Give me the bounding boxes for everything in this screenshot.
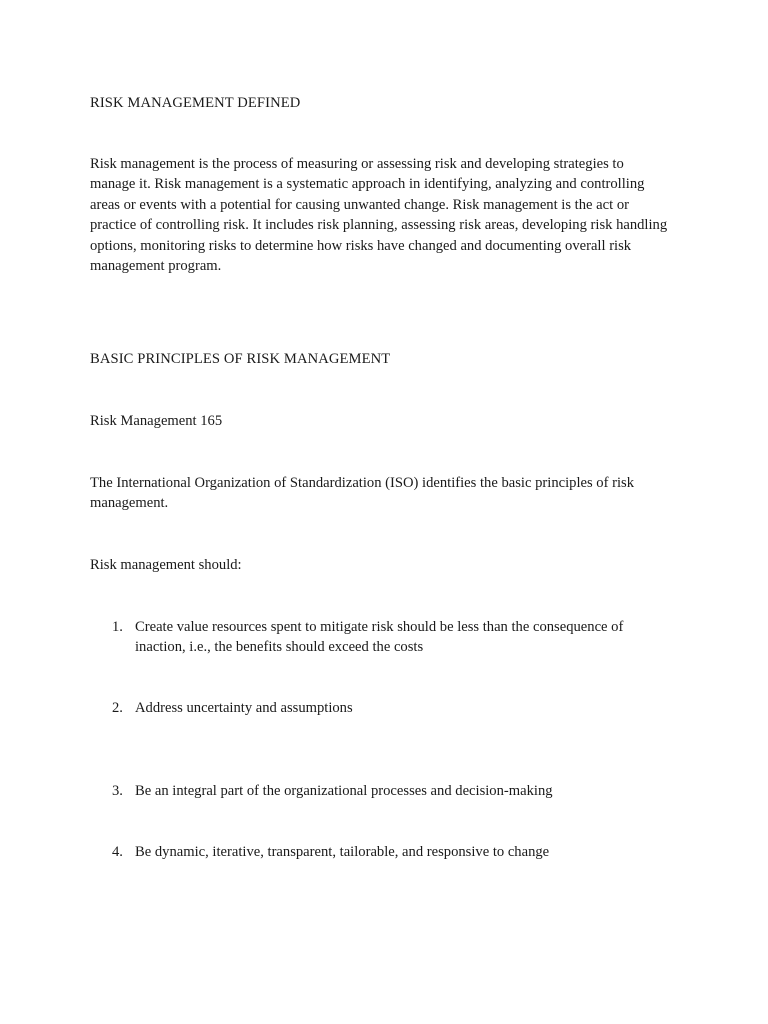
intro-line: Risk management should: xyxy=(90,557,242,573)
iso-paragraph: The International Organization of Standardization (ISO) identifies the basic principles of risk management. xyxy=(90,475,634,512)
definition-paragraph: Risk management is the process of measuring or assessing risk and developing strategies to manage it. Risk management is a systematic approach in identifying, analyzing and controlling areas or events with a potential for causing unwanted change. Risk management is the act or practice of controlling risk. It includes risk planning, assessing risk areas, developing risk handling options, monitoring risks to determine how risks have changed and documenting overall risk management program. xyxy=(90,156,668,275)
page-label: Risk Management 165 xyxy=(90,413,223,429)
list-item-number: 4. xyxy=(112,844,123,860)
section-heading-risk-management-defined: RISK MANAGEMENT DEFINED xyxy=(90,95,301,111)
list-item-text: Address uncertainty and assumptions xyxy=(135,700,353,716)
list-item-number: 3. xyxy=(112,783,123,799)
list-item-text: Be dynamic, iterative, transparent, tailorable, and responsive to change xyxy=(135,844,550,860)
list-item-number: 2. xyxy=(112,700,123,716)
list-item-text: Create value resources spent to mitigate risk should be less than the consequence of inaction, i.e., the benefits should exceed the costs xyxy=(135,619,624,656)
list-item-text: Be an integral part of the organizational processes and decision-making xyxy=(135,783,553,799)
section-heading-basic-principles: BASIC PRINCIPLES OF RISK MANAGEMENT xyxy=(90,351,391,367)
list-item-number: 1. xyxy=(112,619,123,635)
